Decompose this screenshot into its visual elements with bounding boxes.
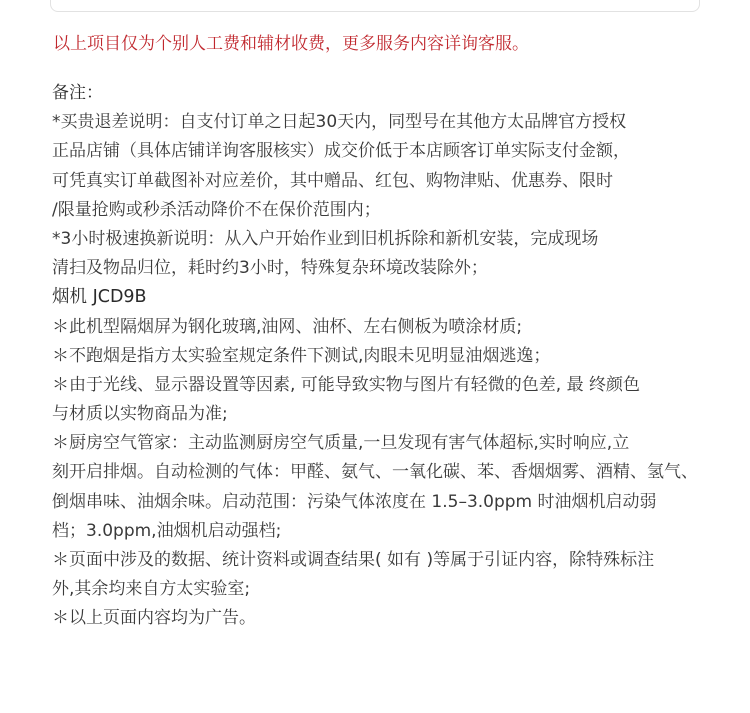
product-note-line: ＊厨房空气管家：主动监测厨房空气质量,一旦发现有害气体超标,实时响应,立 [52, 433, 630, 454]
product-note-line: ＊由于光线、显示器设置等因素, 可能导致实物与图片有轻微的色差, 最 终颜色 [52, 374, 641, 395]
product-model-title: 烟机 JCD9B [52, 287, 147, 308]
product-note-line: ＊不跑烟是指方太实验室规定条件下测试,肉眼未见明显油烟逃逸； [52, 345, 551, 366]
notes-line: 正品店铺（具体店铺详询客服核实）成交价低于本店顾客订单实际支付金额， [52, 141, 630, 162]
product-note-line: 刻开启排烟。自动检测的气体：甲醛、氨气、一氧化碳、苯、香烟烟雾、酒精、氢气、 [52, 462, 698, 483]
product-note-line: 与材质以实物商品为准; [52, 404, 228, 425]
notes-section [52, 79, 702, 634]
product-note-line: 倒烟串味、油烟余味。启动范围：污染气体浓度在 1.5–3.0ppm 时油烟机启动弱 [52, 491, 657, 512]
product-note-line: ＊页面中涉及的数据、统计资料或调查结果( 如有 )等属于引证内容，除特殊标注 [52, 550, 655, 570]
notes-line: *3小时极速换新说明：从入户开始作业到旧机拆除和新机安装，完成现场 [52, 228, 599, 249]
notes-line: *买贵退差说明：自支付订单之日起30天内，同型号在其他方太品牌官方授权 [52, 112, 627, 133]
service-notice: 以上项目仅为个别人工费和辅材收费，更多服务内容详询客服。 [53, 34, 529, 54]
product-note-line: 外,其余均来自方太实验室; [52, 579, 251, 600]
notes-heading: 备注： [52, 83, 103, 103]
notes-line: 可凭真实订单截图补对应差价，其中赠品、红包、购物津贴、优惠券、限时 [52, 170, 613, 191]
notes-line: 清扫及物品归位，耗时约3小时，特殊复杂环境改装除外； [52, 258, 488, 279]
product-note-line: ＊此机型隔烟屏为钢化玻璃,油网、油杯、左右侧板为喷涂材质; [52, 316, 523, 337]
product-note-line: 档；3.0ppm,油烟机启动强档; [52, 520, 282, 541]
top-card-fragment [50, 0, 700, 12]
notes-line: /限量抢购或秒杀活动降价不在保价范围内； [52, 199, 381, 220]
product-note-line: ＊以上页面内容均为广告。 [52, 608, 256, 629]
